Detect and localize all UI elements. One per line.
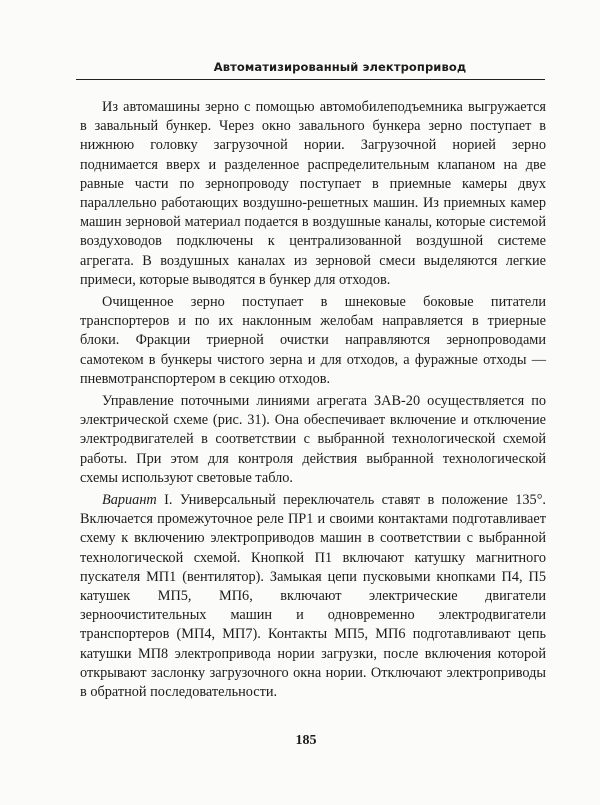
- paragraph-unloading: Из автомашины зерно с помощью автомобилеподъемника выгружается в завальный бункер. Через окно завального бункера зерно поступает в нижнюю головку загрузочной нории. Загрузочной норией зерно поднимается вверх и разделенное распределительным клапаном на две равные части по зернопроводу поступает в приемные камеры двух параллельно работающих воздушно-решетных машин. Из приемных камер машин зерновой материал подается в воздушные каналы, которые системой воздуховодов подключены к централизованной воздушной системе агрегата. В воздушных каналах из зерновой смеси выделяются легкие примеси, которые выводятся в бункер для отходов.: [80, 99, 546, 288]
- page-number: 185: [295, 733, 317, 748]
- variant-text: I. Универсальный переключатель ставят в положение 135°. Включается промежуточное реле ПР1 и своими контактами подготавливает схему к включению электроприводов машин в соответствии с выбранной технологической схемой. Кнопкой П1 включают катушку магнитного пускателя МП1 (вентилятор). Замыкая цепи пусковыми кнопками П4, П5 катушек МП5, МП6, включают электрические двигатели зерноочистительных машин и одновременно электродвигатели транспортеров (МП4, МП7). Контакты МП5, МП6 подготавливают цепь катушки МП8 электропривода нории загрузки, после включения которой открывают заслонку загрузочного окна нории. Отключают электроприводы в обратной последовательности.: [80, 492, 546, 701]
- paragraph-control: Управление поточными линиями агрегата ЗАВ-20 осуществляется по электрической схеме (рис. 31). Она обеспечивает включение и отключение электродвигателей в соответствии с выбранной технологической схемой работы. При этом для контроля действия выбранной технологической схемы используют световые табло.: [80, 393, 546, 486]
- header-rule: [76, 79, 545, 80]
- body-text: [80, 98, 546, 702]
- paragraph-variant-1: [80, 491, 546, 702]
- running-head-title: Автоматизированный электропривод: [213, 60, 467, 74]
- variant-label: Вариант: [102, 492, 157, 509]
- paragraph-cleaned-grain: Очищенное зерно поступает в шнековые боковые питатели транспортеров и по их наклонным желобам направляется в триерные блоки. Фракции триерной очистки направляются зернопроводами самотеком в бункеры чистого зерна и для отходов, а фуражные отходы — пневмотранспортером в секцию отходов.: [80, 294, 546, 387]
